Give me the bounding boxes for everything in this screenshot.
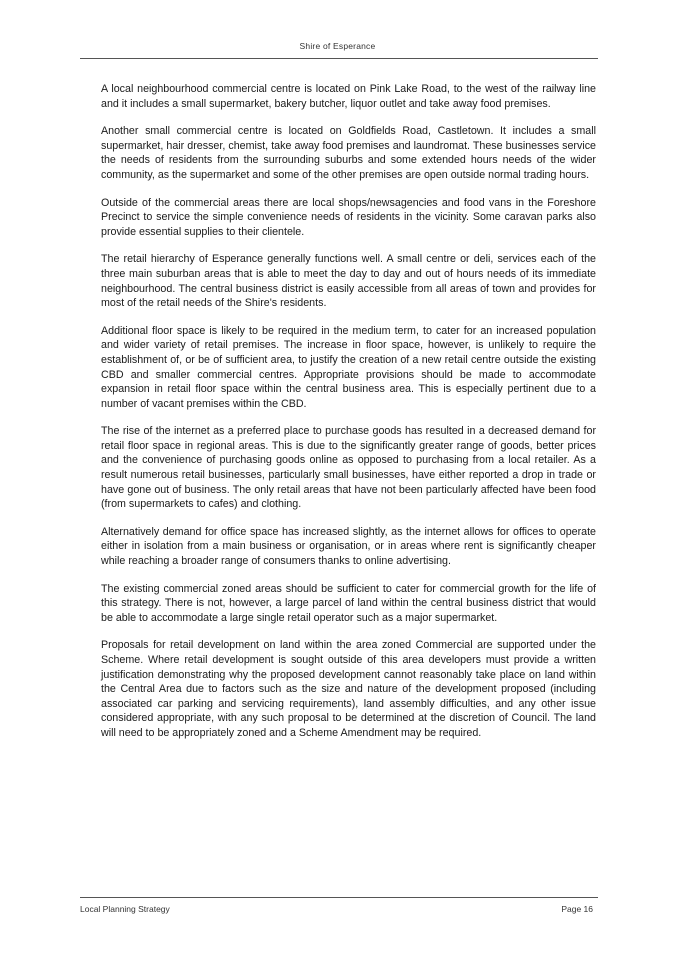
page-header-title: Shire of Esperance xyxy=(299,41,376,51)
header-divider xyxy=(80,58,598,59)
paragraph-office-space-demand: Alternatively demand for office space has increased slightly, as the internet allows for offices to operate either in isolation from a main business or organisation, or in areas where rent is significantly cheaper while reaching a broader range of consumers thanks to online advertising. xyxy=(101,525,596,568)
paragraph-internet-impact: The rise of the internet as a preferred place to purchase goods has resulted in a decreased demand for retail floor space in regional areas. This is due to the significantly greater range of goods, better prices and the convenience of purchasing goods online as opposed to purchasing from a local retailer. As a result numerous retail businesses, particularly small businesses, have either reported a drop in trade or have gone out of business. The only retail areas that have not been particularly affected have been food (from supermarkets to cafes) and clothing. xyxy=(101,425,596,511)
paragraph-retail-hierarchy: The retail hierarchy of Esperance generally functions well. A small centre or deli, services each of the three main suburban areas that is able to meet the day to day and out of hours needs of its immediate neighbourhood. The central business district is easily accessible from all areas of town and provides for most of the retail needs of the Shire's residents. xyxy=(101,253,596,310)
footer-divider xyxy=(80,897,598,898)
document-body xyxy=(101,82,596,754)
paragraph-local-neighbourhood-centre: A local neighbourhood commercial centre is located on Pink Lake Road, to the west of the railway line and it includes a small supermarket, bakery butcher, liquor outlet and take away food premises. xyxy=(101,83,596,110)
footer-page-number: Page 16 xyxy=(561,904,593,914)
paragraph-retail-development-proposals: Proposals for retail development on land within the area zoned Commercial are supported under the Scheme. Where retail development is sought outside of this area developers must provide a written justification demonstrating why the proposed development cannot reasonably take place on land within the Central Area due to factors such as the size and nature of the development proposed (including associated car parking and servicing requirements), land assembly difficulties, and any other issue considered appropriate, with any such proposal to be determined at the discretion of Council. The land will need to be appropriately zoned and a Scheme Amendment may be required. xyxy=(101,639,596,739)
footer-document-title: Local Planning Strategy xyxy=(80,904,170,914)
paragraph-commercial-zoned-areas: The existing commercial zoned areas should be sufficient to cater for commercial growth for the life of this strategy. There is not, however, a large parcel of land within the central business district that would be able to accommodate a large single retail operator such as a major supermarket. xyxy=(101,582,596,624)
paragraph-foreshore-precinct: Outside of the commercial areas there are local shops/newsagencies and food vans in the Foreshore Precinct to service the simple convenience needs of residents in the vicinity. Some caravan parks also provide essential supplies to their clientele. xyxy=(101,196,596,238)
paragraph-additional-floor-space: Additional floor space is likely to be required in the medium term, to cater for an increased population and wider variety of retail premises. The increase in floor space, however, is unlikely to require the establishment of, or be of sufficient area, to justify the creation of a new retail centre outside the existing CBD and smaller commercial centres. Appropriate provisions should be made to accommodate expansion in retail floor space within the central business area. This is especially pertinent due to a number of vacant premises within the CBD. xyxy=(101,324,596,410)
paragraph-castletown-centre: Another small commercial centre is located on Goldfields Road, Castletown. It includes a small supermarket, hair dresser, chemist, take away food premises and laundromat. These businesses service the needs of residents from the surrounding suburbs and some extended hours needs of the wider community, as the supermarket and some of the other premises are open outside normal trading hours. xyxy=(101,125,596,181)
